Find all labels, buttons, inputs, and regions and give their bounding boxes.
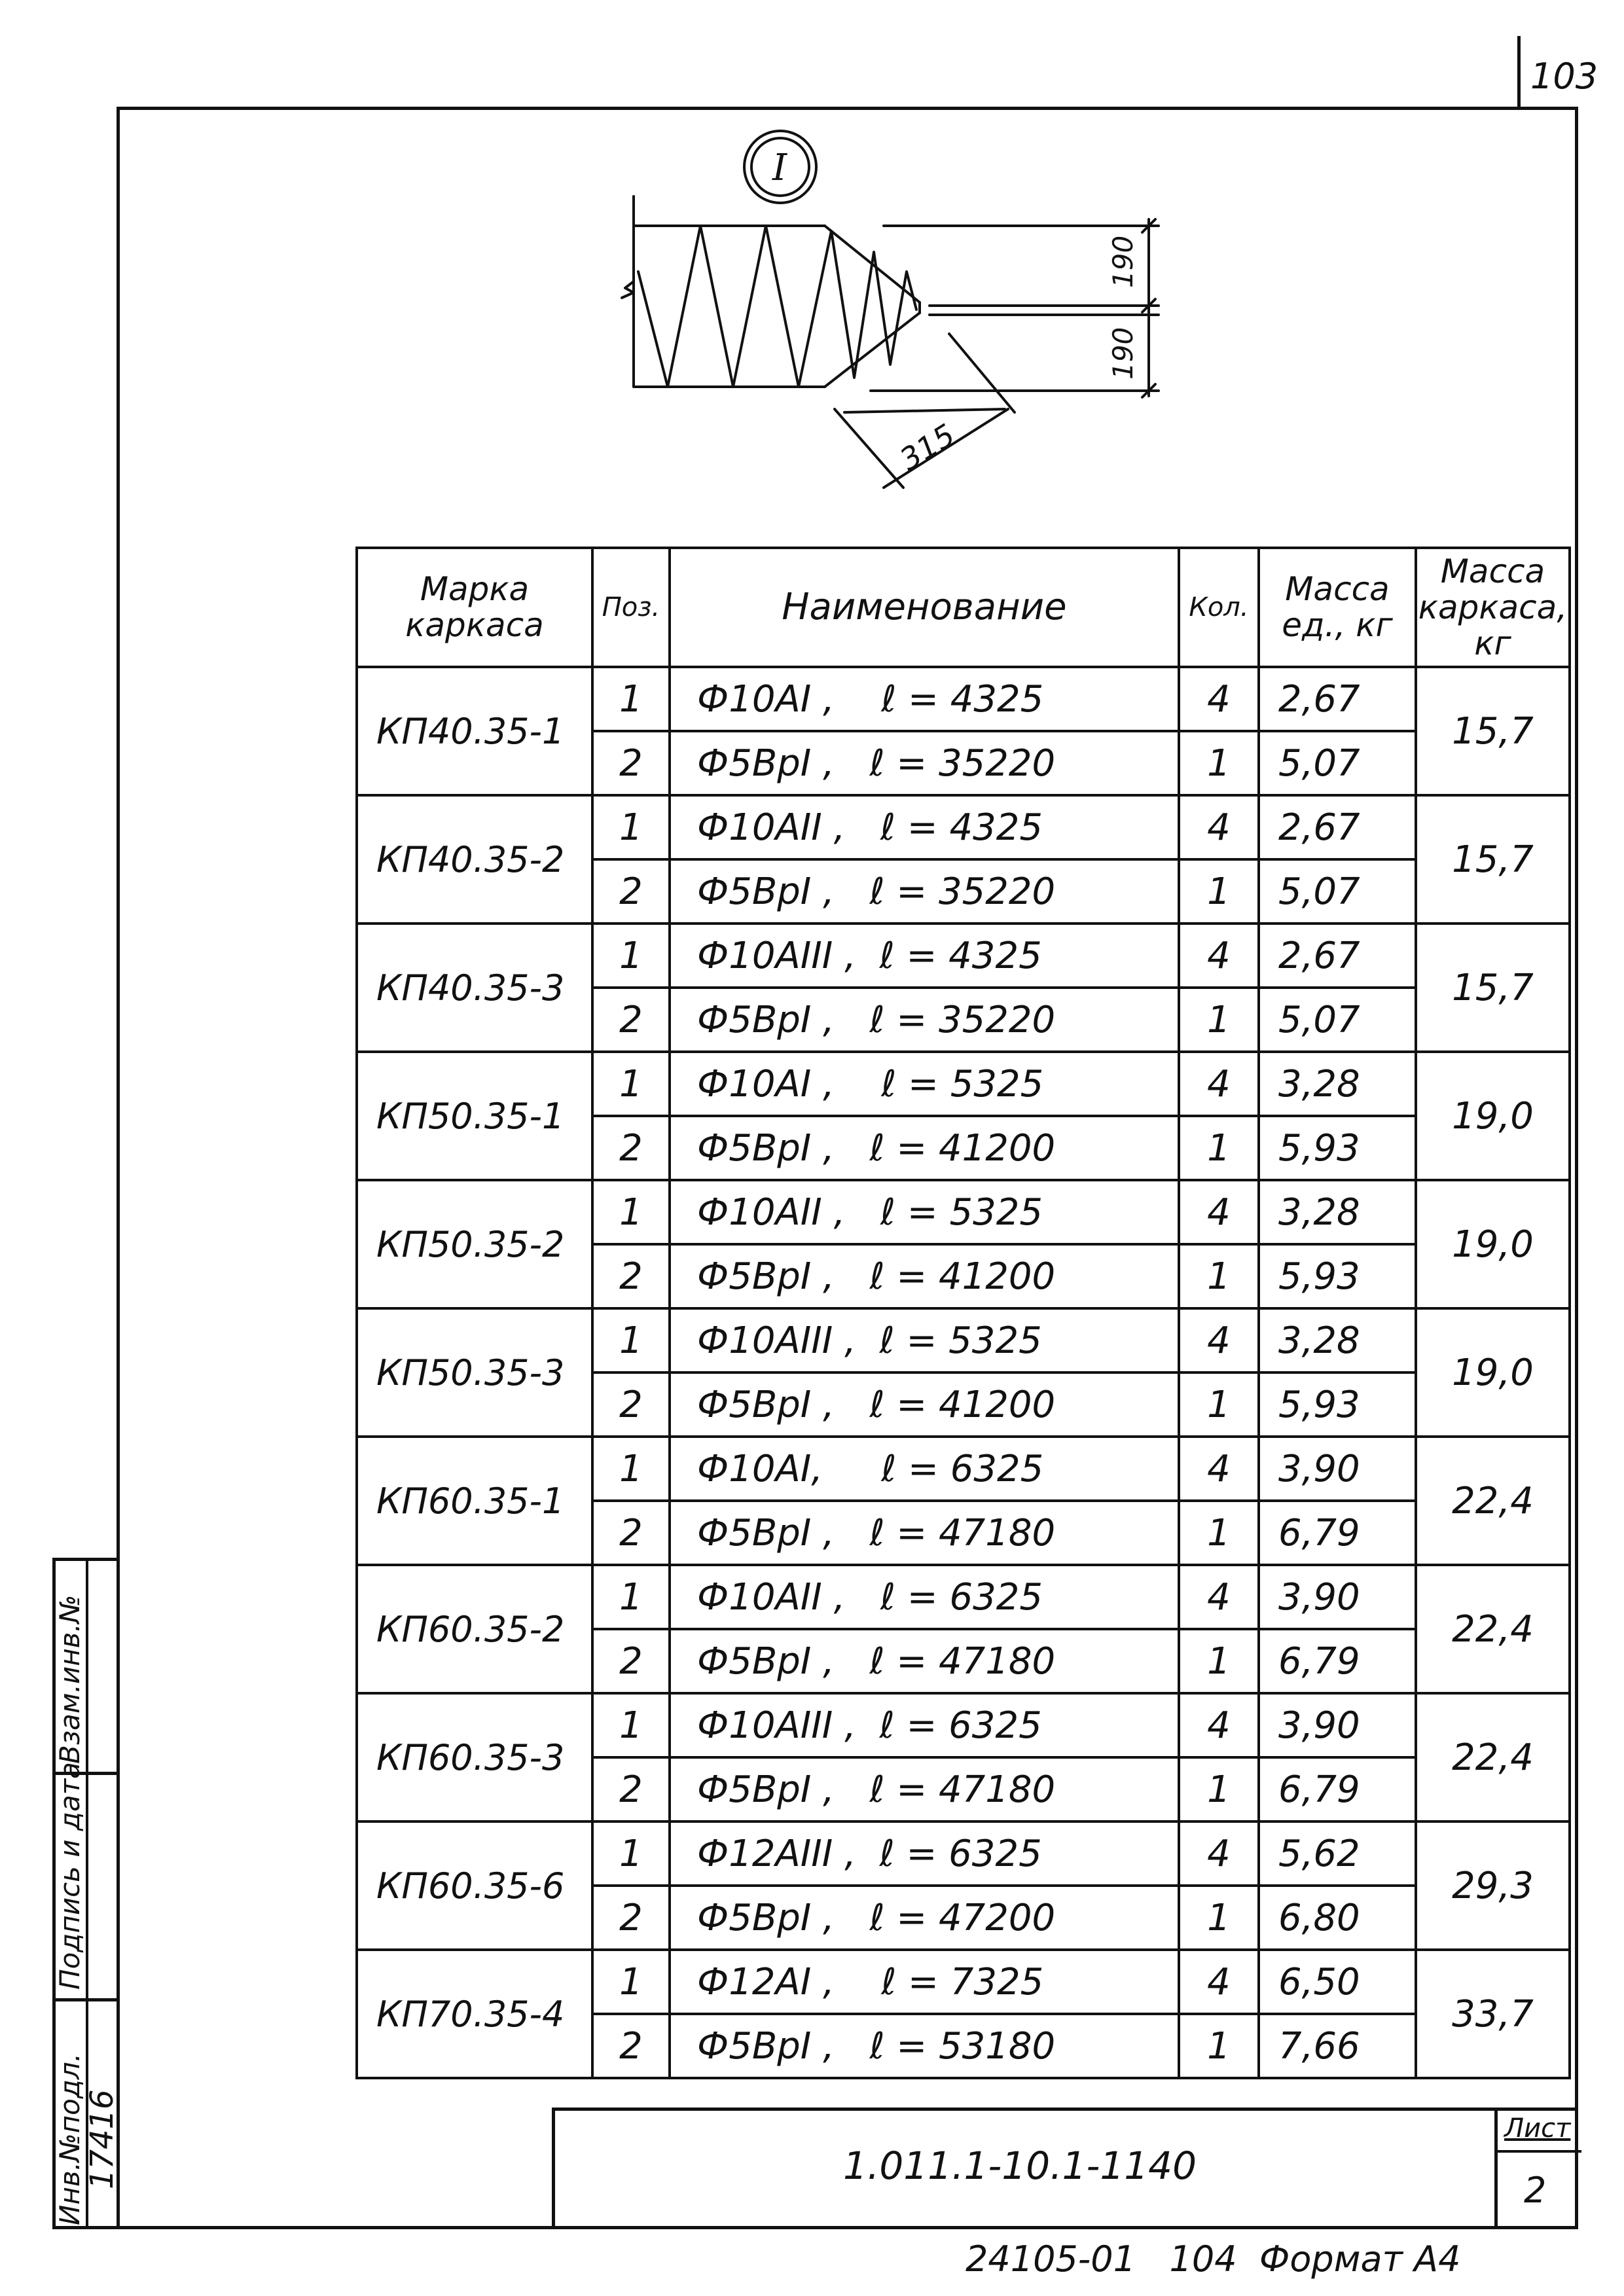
position-cell: 1	[592, 1693, 670, 1757]
quantity-cell: 1	[1179, 2014, 1259, 2078]
sheet-number: 2	[1524, 2170, 1547, 2211]
quantity-cell: 1	[1179, 1244, 1259, 1308]
unit-mass-cell: 5,07	[1259, 731, 1416, 795]
item-name-cell: Ф5ВрI , ℓ = 35220	[670, 859, 1179, 924]
frame-mass-cell: 33,7	[1416, 1950, 1570, 2078]
unit-mass-cell: 6,79	[1259, 1757, 1416, 1821]
position-cell: 2	[592, 988, 670, 1052]
unit-mass-cell: 6,50	[1259, 1950, 1416, 2014]
footer-line	[965, 2238, 1460, 2280]
header-frame-mass: Масса каркаса, кг	[1416, 548, 1570, 667]
frame-mark-cell: КП60.35-1	[357, 1437, 592, 1565]
table-row	[357, 924, 1570, 988]
frame-mass-cell: 19,0	[1416, 1180, 1570, 1308]
header-mark: Марка каркаса	[357, 548, 592, 667]
unit-mass-cell: 3,90	[1259, 1693, 1416, 1757]
frame-mass-cell: 15,7	[1416, 795, 1570, 924]
quantity-cell: 1	[1179, 1116, 1259, 1180]
quantity-cell: 1	[1179, 859, 1259, 924]
unit-mass-cell: 5,62	[1259, 1821, 1416, 1886]
quantity-cell: 4	[1179, 1180, 1259, 1244]
unit-mass-cell: 7,66	[1259, 2014, 1416, 2078]
item-name-cell: Ф10АII , ℓ = 5325	[670, 1180, 1179, 1244]
dimension-diagonal: 315	[893, 417, 962, 478]
frame-mass-cell: 15,7	[1416, 924, 1570, 1052]
header-qty: Кол.	[1179, 548, 1259, 667]
item-name-cell: Ф10АII , ℓ = 4325	[670, 795, 1179, 859]
position-cell: 1	[592, 1052, 670, 1116]
quantity-cell: 1	[1179, 731, 1259, 795]
item-name-cell: Ф10АI, ℓ = 6325	[670, 1437, 1179, 1501]
position-cell: 1	[592, 924, 670, 988]
item-name-cell: Ф5ВрI , ℓ = 35220	[670, 988, 1179, 1052]
page-number: 103	[1530, 56, 1598, 97]
position-cell: 1	[592, 1950, 670, 2014]
position-cell: 1	[592, 1437, 670, 1501]
table-row	[357, 1950, 1570, 2014]
item-name-cell: Ф10АI , ℓ = 4325	[670, 667, 1179, 731]
unit-mass-cell: 6,80	[1259, 1886, 1416, 1950]
title-block	[552, 2108, 1578, 2229]
quantity-cell: 4	[1179, 1950, 1259, 2014]
table-row	[357, 1437, 1570, 1501]
unit-mass-cell: 5,07	[1259, 988, 1416, 1052]
position-cell: 2	[592, 1757, 670, 1821]
table-row	[357, 667, 1570, 731]
position-cell: 1	[592, 1821, 670, 1886]
item-name-cell: Ф10АII , ℓ = 6325	[670, 1565, 1179, 1629]
frame-mark-cell: КП40.35-2	[357, 795, 592, 924]
frame-mass-cell: 29,3	[1416, 1821, 1570, 1950]
unit-mass-cell: 2,67	[1259, 667, 1416, 731]
table-row	[357, 1693, 1570, 1757]
table-row	[357, 1821, 1570, 1886]
quantity-cell: 1	[1179, 1886, 1259, 1950]
item-name-cell: Ф10АIII , ℓ = 4325	[670, 924, 1179, 988]
frame-mass-cell: 22,4	[1416, 1565, 1570, 1693]
quantity-cell: 1	[1179, 1757, 1259, 1821]
detail-drawing	[609, 121, 1198, 514]
item-name-cell: Ф5ВрI , ℓ = 41200	[670, 1244, 1179, 1308]
unit-mass-cell: 5,93	[1259, 1372, 1416, 1437]
table-row	[357, 1565, 1570, 1629]
position-cell: 1	[592, 1565, 670, 1629]
position-cell: 2	[592, 859, 670, 924]
position-cell: 1	[592, 1180, 670, 1244]
frame-mark-cell: КП70.35-4	[357, 1950, 592, 2078]
quantity-cell: 4	[1179, 1052, 1259, 1116]
detail-marker-label: I	[772, 147, 787, 189]
quantity-cell: 4	[1179, 1821, 1259, 1886]
frame-mark-cell: КП50.35-1	[357, 1052, 592, 1180]
unit-mass-cell: 5,07	[1259, 859, 1416, 924]
unit-mass-cell: 3,28	[1259, 1308, 1416, 1372]
unit-mass-cell: 3,28	[1259, 1180, 1416, 1244]
dimension-top: 190	[1107, 235, 1139, 288]
frame-mark-cell: КП60.35-6	[357, 1821, 592, 1950]
quantity-cell: 1	[1179, 1629, 1259, 1693]
unit-mass-cell: 2,67	[1259, 795, 1416, 859]
quantity-cell: 1	[1179, 988, 1259, 1052]
quantity-cell: 4	[1179, 667, 1259, 731]
quantity-cell: 4	[1179, 1308, 1259, 1372]
unit-mass-cell: 3,90	[1259, 1565, 1416, 1629]
position-cell: 2	[592, 1116, 670, 1180]
item-name-cell: Ф5ВрI , ℓ = 41200	[670, 1372, 1179, 1437]
table-row	[357, 795, 1570, 859]
position-cell: 2	[592, 1629, 670, 1693]
position-cell: 1	[592, 1308, 670, 1372]
footer-order: 24105-01	[965, 2238, 1136, 2280]
item-name-cell: Ф5ВрI , ℓ = 35220	[670, 731, 1179, 795]
side-inv-orig-value: 17416	[84, 2089, 120, 2189]
sheet-label: Лист	[1504, 2113, 1571, 2144]
header-unit-mass: Масса ед., кг	[1259, 548, 1416, 667]
unit-mass-cell: 3,28	[1259, 1052, 1416, 1116]
frame-mark-cell: КП60.35-3	[357, 1693, 592, 1821]
quantity-cell: 4	[1179, 1437, 1259, 1501]
document-code: 1.011.1-10.1-1140	[843, 2144, 1197, 2188]
position-cell: 1	[592, 795, 670, 859]
item-name-cell: Ф5ВрI , ℓ = 47180	[670, 1757, 1179, 1821]
footer-copy-no: 104	[1169, 2238, 1237, 2280]
table-header-row	[357, 548, 1570, 667]
unit-mass-cell: 2,67	[1259, 924, 1416, 988]
position-cell: 2	[592, 1244, 670, 1308]
frame-mark-cell: КП40.35-3	[357, 924, 592, 1052]
frame-mass-cell: 19,0	[1416, 1052, 1570, 1180]
quantity-cell: 4	[1179, 795, 1259, 859]
unit-mass-cell: 6,79	[1259, 1501, 1416, 1565]
side-inv-replace-label: Взам.инв.№	[54, 1594, 86, 1764]
frame-mass-cell: 22,4	[1416, 1437, 1570, 1565]
quantity-cell: 4	[1179, 1565, 1259, 1629]
position-cell: 2	[592, 731, 670, 795]
item-name-cell: Ф12АIII , ℓ = 6325	[670, 1821, 1179, 1886]
item-name-cell: Ф5ВрI , ℓ = 41200	[670, 1116, 1179, 1180]
frame-mark-cell: КП50.35-2	[357, 1180, 592, 1308]
frame-mass-cell: 15,7	[1416, 667, 1570, 795]
specification-table	[355, 547, 1571, 2079]
quantity-cell: 4	[1179, 1693, 1259, 1757]
top-margin-line	[1517, 36, 1521, 108]
item-name-cell: Ф5ВрI , ℓ = 47180	[670, 1629, 1179, 1693]
header-name: Наименование	[670, 548, 1179, 667]
quantity-cell: 1	[1179, 1501, 1259, 1565]
frame-mark-cell: КП50.35-3	[357, 1308, 592, 1437]
frame-mark-cell: КП60.35-2	[357, 1565, 592, 1693]
item-name-cell: Ф10АI , ℓ = 5325	[670, 1052, 1179, 1116]
item-name-cell: Ф5ВрI , ℓ = 47180	[670, 1501, 1179, 1565]
table-row	[357, 1308, 1570, 1372]
quantity-cell: 4	[1179, 924, 1259, 988]
quantity-cell: 1	[1179, 1372, 1259, 1437]
frame-mark-cell: КП40.35-1	[357, 667, 592, 795]
item-name-cell: Ф5ВрI , ℓ = 53180	[670, 2014, 1179, 2078]
side-sign-date-label: Подпись и дата	[54, 1762, 86, 1990]
unit-mass-cell: 5,93	[1259, 1244, 1416, 1308]
footer-format: Формат А4	[1259, 2238, 1461, 2280]
unit-mass-cell: 5,93	[1259, 1116, 1416, 1180]
unit-mass-cell: 3,90	[1259, 1437, 1416, 1501]
item-name-cell: Ф5ВрI , ℓ = 47200	[670, 1886, 1179, 1950]
item-name-cell: Ф10АIII , ℓ = 5325	[670, 1308, 1179, 1372]
position-cell: 2	[592, 1501, 670, 1565]
table-row	[357, 1052, 1570, 1116]
header-pos: Поз.	[592, 548, 670, 667]
table-row	[357, 1180, 1570, 1244]
position-cell: 2	[592, 1886, 670, 1950]
position-cell: 1	[592, 667, 670, 731]
item-name-cell: Ф12АI , ℓ = 7325	[670, 1950, 1179, 2014]
position-cell: 2	[592, 2014, 670, 2078]
table-body	[357, 667, 1570, 2078]
frame-mass-cell: 22,4	[1416, 1693, 1570, 1821]
unit-mass-cell: 6,79	[1259, 1629, 1416, 1693]
item-name-cell: Ф10АIII , ℓ = 6325	[670, 1693, 1179, 1757]
dimension-bottom: 190	[1107, 327, 1139, 380]
position-cell: 2	[592, 1372, 670, 1437]
frame-mass-cell: 19,0	[1416, 1308, 1570, 1437]
side-inv-orig-label: Инв.№подл.	[54, 2053, 86, 2225]
